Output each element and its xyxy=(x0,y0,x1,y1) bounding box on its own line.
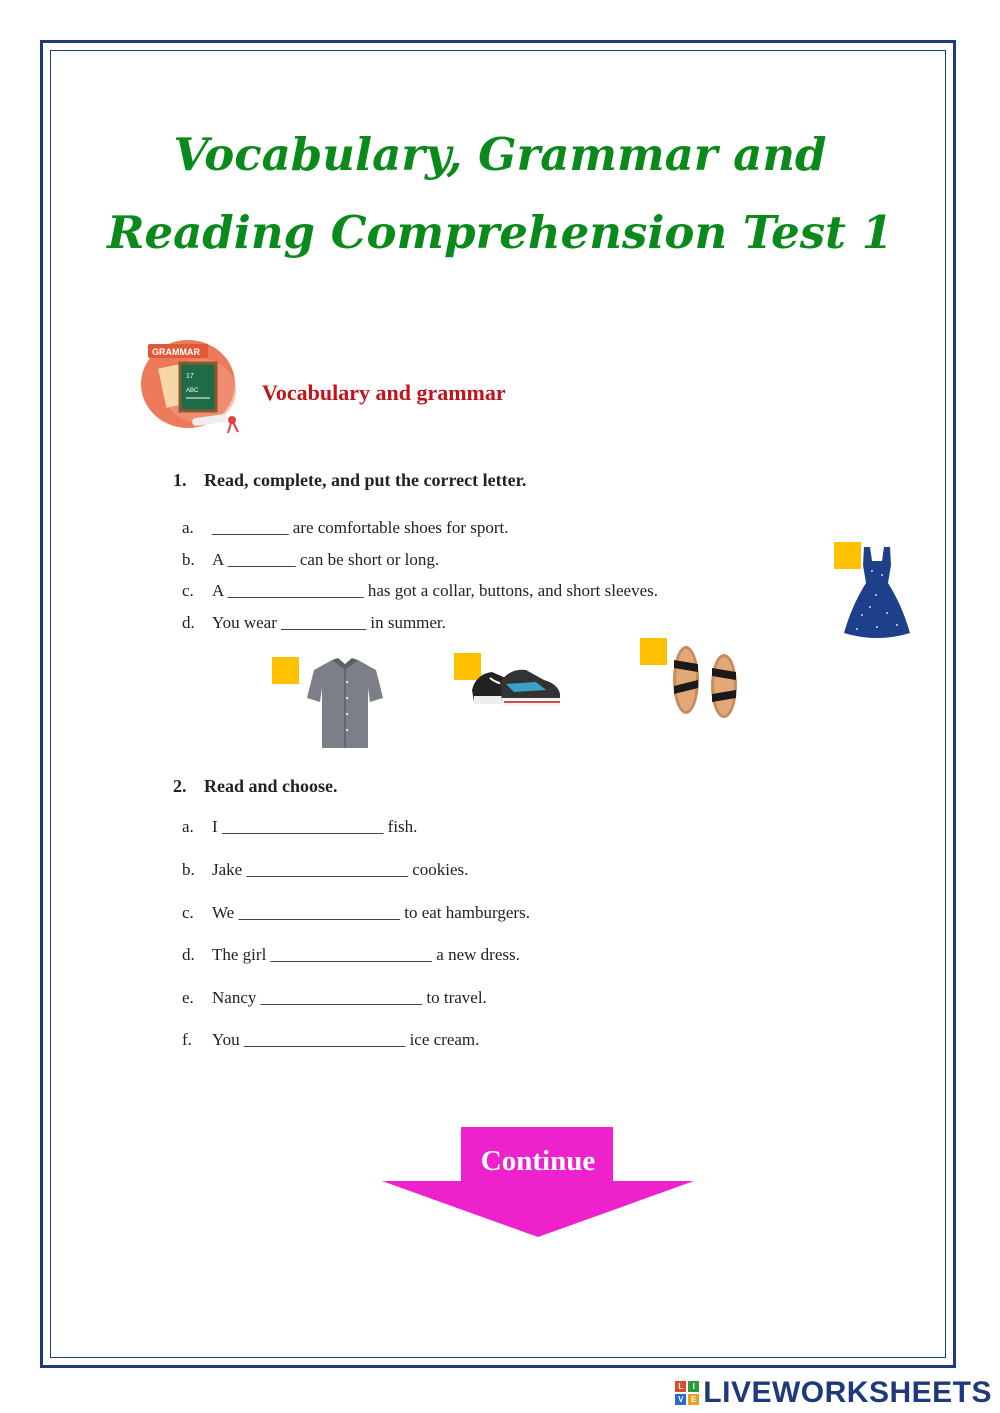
shirt-picture xyxy=(306,656,384,750)
answer-box-sandals[interactable] xyxy=(640,638,667,665)
sandals-picture xyxy=(666,642,750,722)
question-1-text: Read, complete, and put the correct letter. xyxy=(204,470,527,490)
fill-in-blank[interactable]: Nancy ___________________ to travel. xyxy=(212,988,487,1007)
fill-in-blank[interactable]: _________ are comfortable shoes for sport. xyxy=(212,518,509,537)
question-1-number: 1. xyxy=(173,470,187,490)
q2-item-c: c. We ___________________ to eat hamburgers. xyxy=(182,903,530,922)
liveworksheets-logo-icon: L I V E xyxy=(675,1381,699,1405)
q1-item-d: d. You wear __________ in summer. xyxy=(182,613,446,632)
grammar-icon xyxy=(140,336,250,436)
dress-picture xyxy=(842,545,912,641)
q1-item-a: a. _________ are comfortable shoes for sport. xyxy=(182,518,509,537)
continue-button[interactable] xyxy=(382,1127,694,1237)
fill-in-blank[interactable]: You wear __________ in summer. xyxy=(212,613,446,632)
question-2-title xyxy=(173,776,338,797)
fill-in-blank[interactable]: We ___________________ to eat hamburgers. xyxy=(212,903,530,922)
svg-text:17: 17 xyxy=(186,373,194,380)
section-title: Vocabulary and grammar xyxy=(262,380,506,405)
answer-box-shirt[interactable] xyxy=(272,657,299,684)
fill-in-blank[interactable]: A ________________ has got a collar, buttons, and short sleeves. xyxy=(212,581,658,600)
fill-in-blank[interactable]: You ___________________ ice cream. xyxy=(212,1030,480,1049)
q1-item-c: c. A ________________ has got a collar, buttons, and short sleeves. xyxy=(182,581,658,600)
question-2-number: 2. xyxy=(173,776,187,796)
fill-in-blank[interactable]: A ________ can be short or long. xyxy=(212,550,440,569)
fill-in-blank[interactable]: The girl ___________________ a new dress. xyxy=(212,945,520,964)
question-2-text: Read and choose. xyxy=(204,776,338,796)
footer-brand xyxy=(675,1376,992,1410)
fill-in-blank[interactable]: I ___________________ fish. xyxy=(212,817,418,836)
fill-in-blank[interactable]: Jake ___________________ cookies. xyxy=(212,860,469,879)
footer-brand-text: LIVEWORKSHEETS xyxy=(703,1376,992,1409)
svg-text:ABC: ABC xyxy=(186,388,199,394)
q2-item-a: a. I ___________________ fish. xyxy=(182,817,418,836)
page-title-line-1: Vocabulary, Grammar and xyxy=(173,128,827,181)
page-title-line-2: Reading Comprehension Test 1 xyxy=(107,206,893,259)
q2-item-d: d. The girl ___________________ a new dress. xyxy=(182,945,520,964)
q2-item-f: f. You ___________________ ice cream. xyxy=(182,1030,480,1049)
down-arrow-icon xyxy=(382,1127,694,1237)
q2-item-e: e. Nancy ___________________ to travel. xyxy=(182,988,487,1007)
sneakers-picture xyxy=(470,660,562,712)
svg-text:GRAMMAR: GRAMMAR xyxy=(152,347,200,357)
q1-item-b: b. A ________ can be short or long. xyxy=(182,550,440,569)
q2-item-b: b. Jake ___________________ cookies. xyxy=(182,860,469,879)
question-1-title xyxy=(173,470,526,491)
continue-label: Continue xyxy=(480,1145,596,1177)
